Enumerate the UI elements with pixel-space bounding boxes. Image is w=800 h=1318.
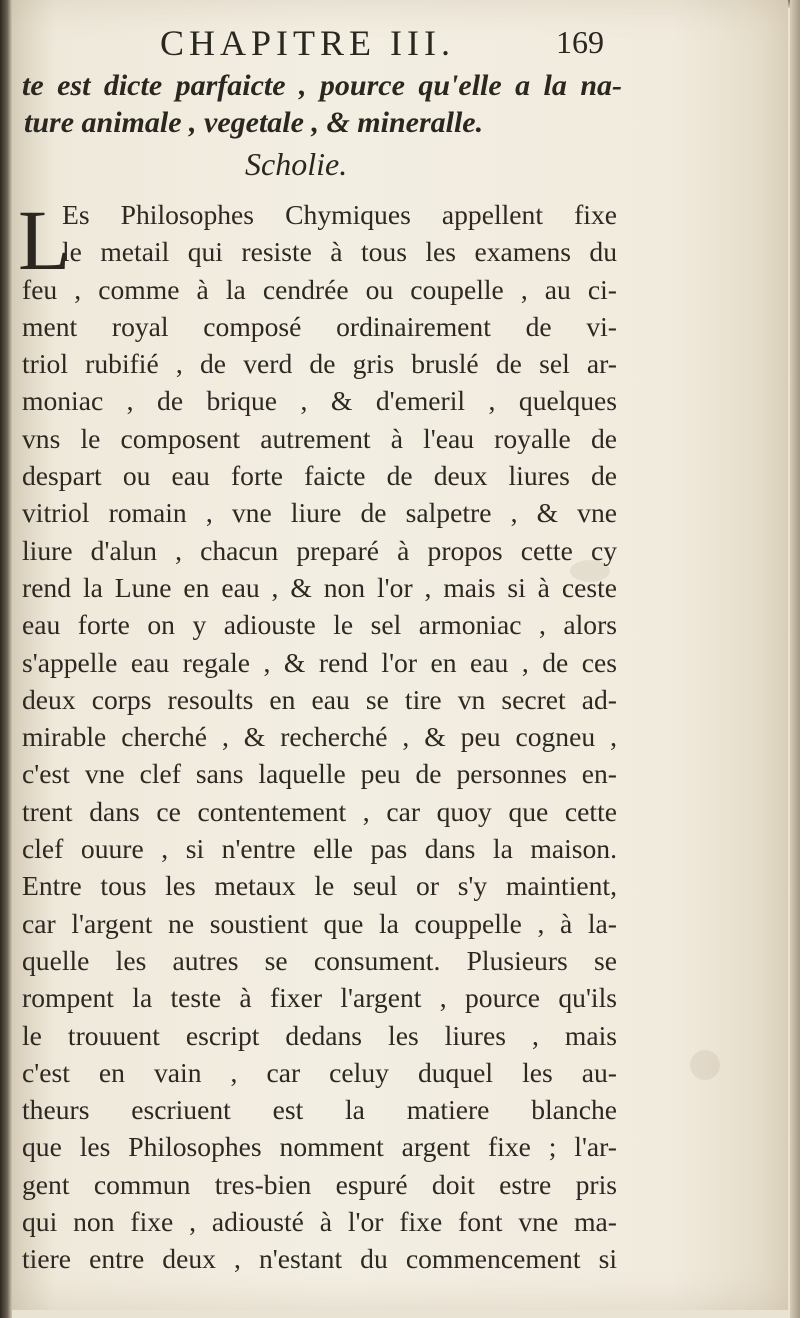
page-right-edge [790, 0, 800, 1318]
page-number: 169 [556, 24, 604, 60]
body-line: despart ou eau forte faicte de deux liures de [22, 460, 617, 492]
body-line: c'est vne clef sans laquelle peu de personnes en- [22, 758, 617, 790]
body-line: ment royal composé ordinairement de vi- [22, 310, 617, 342]
subtitle-line: te est dicte parfaicte , pource qu'elle a la na- [22, 69, 622, 102]
body-line: mirable cherché , & recherché , & peu cogneu , [22, 721, 617, 753]
body-line: deux corps resoults en eau se tire vn secret ad- [22, 683, 617, 715]
body-line: qui non fixe , adiousté à l'or fixe font vne ma- [22, 1206, 617, 1238]
body-line: moniac , de brique , & d'emeril , quelques [22, 385, 617, 417]
body-line: rompent la teste à fixer l'argent , pource qu'ils [22, 982, 617, 1014]
section-title: Scholie. [245, 146, 348, 182]
body-line: eau forte on y adiouste le sel armoniac , alors [22, 609, 617, 641]
body-line: quelle les autres se consument. Plusieurs se [22, 944, 617, 976]
chapter-subtitle [22, 66, 622, 141]
body-line: tiere entre deux , n'estant du commencement si [22, 1243, 617, 1275]
body-line: rend la Lune en eau , & non l'or , mais si à ceste [22, 571, 617, 603]
body-line: s'appelle eau regale , & rend l'or en eau , de ces [22, 646, 617, 678]
body-line: vns le composent autrement à l'eau royalle de [22, 422, 617, 454]
body-line: car l'argent ne soustient que la couppelle , à la- [22, 907, 617, 939]
body-line: clef ouure , si n'entre elle pas dans la maison. [22, 833, 617, 865]
ink-stain [690, 1050, 720, 1080]
body-line: liure d'alun , chacun preparé à propos cette cy [22, 534, 617, 566]
body-line: theurs escriuent est la matiere blanche [22, 1094, 617, 1126]
drop-cap: L [18, 192, 71, 288]
body-line: gent commun tres-bien espuré doit estre pris [22, 1168, 617, 1200]
body-line: vitriol romain , vne liure de salpetre , & vne [22, 497, 617, 529]
body-line: Es Philosophes Chymiques appellent fixe [62, 199, 617, 230]
body-line: feu , comme à la cendrée ou coupelle , au ci- [22, 273, 617, 305]
body-line: trent dans ce contentement , car quoy que cette [22, 795, 617, 827]
subtitle-line: ture animale , vegetale , & mineralle. [24, 106, 484, 140]
body-line: c'est en vain , car celuy duquel les au- [22, 1056, 617, 1088]
page-header [0, 22, 778, 66]
body-line: le metail qui resiste à tous les examens du [62, 236, 617, 268]
running-head: CHAPITRE III. [160, 23, 455, 63]
page-binding-edge [0, 0, 12, 1318]
body-line: que les Philosophes nomment argent fixe ; l'ar- [22, 1131, 617, 1163]
body-line: le trouuent escript dedans les liures , mais [22, 1019, 617, 1051]
body-text [22, 196, 617, 1278]
body-line: Entre tous les metaux le seul or s'y maintient, [22, 870, 617, 902]
body-line: triol rubifié , de verd de gris bruslé de sel ar- [22, 348, 617, 380]
